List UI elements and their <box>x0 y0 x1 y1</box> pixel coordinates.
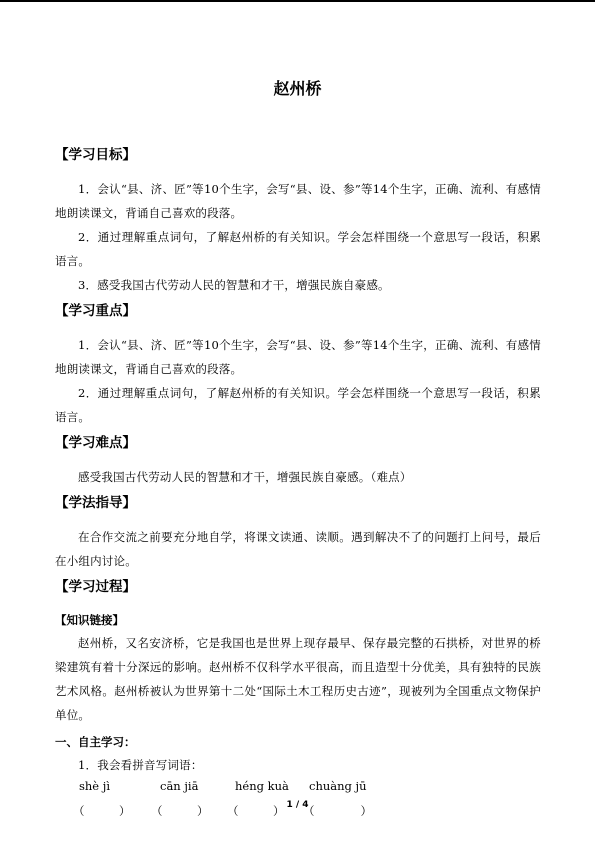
answer-blank-3[interactable]: （ ） <box>227 804 285 818</box>
page-number: 1 / 4 <box>286 800 309 810</box>
key-points-item-2: 2．通过理解重点词句，了解赵州桥的有关知识。学会怎样围绕一个意思写一段话，积累语言。 <box>55 386 541 424</box>
method-text: 在合作交流之前要充分地自学，将课文读通、读顺。遇到解决不了的问题打上问号，最后在小组内讨论。 <box>55 530 541 568</box>
top-border-line <box>0 0 595 2</box>
goals-item-1: 1．会认“县、济、匠”等10个生字，会写“县、设、参”等14个生字，正确、流利、有感情地朗读课文，背诵自己喜欢的段落。 <box>55 182 541 220</box>
page-title: 赵州桥 <box>273 79 322 98</box>
goals-item-2: 2．通过理解重点词句，了解赵州桥的有关知识。学会怎样围绕一个意思写一段话，积累语言。 <box>55 230 541 268</box>
task-1: 1．我会看拼音写词语： <box>78 758 203 772</box>
method-heading: 【学法指导】 <box>55 495 136 511</box>
key-points-heading: 【学习重点】 <box>55 303 136 319</box>
knowledge-link-heading: 【知识链接】 <box>55 613 124 627</box>
answer-blank-4[interactable]: （ ） <box>303 804 372 818</box>
knowledge-link-text: 赵州桥，又名安济桥，它是我国也是世界上现存最早、保存最完整的石拱桥，对世界的桥梁建筑有着十分深远的影响。赵州桥不仅科学水平很高，而且造型十分优美，具有独特的民族艺术风格。赵州桥被认为世界第十二处“国际土木工程历史古迹”，现被列为全国重点文物保护单位。 <box>55 636 541 722</box>
answer-blank-2[interactable]: （ ） <box>151 804 209 818</box>
pinyin-4: chuàng jū <box>309 779 367 793</box>
document-body <box>55 145 541 825</box>
difficulties-heading: 【学习难点】 <box>55 435 136 451</box>
pinyin-2: cān jiā <box>160 779 199 793</box>
goals-item-3: 3．感受我国古代劳动人民的智慧和才干，增强民族自豪感。 <box>78 278 390 292</box>
goals-heading: 【学习目标】 <box>55 147 136 163</box>
self-study-heading: 一、自主学习： <box>55 735 136 749</box>
process-heading: 【学习过程】 <box>55 579 136 595</box>
pinyin-3: héng kuà <box>235 779 289 793</box>
difficulties-text: 感受我国古代劳动人民的智慧和才干，增强民族自豪感。（难点） <box>78 470 412 484</box>
key-points-item-1: 1．会认“县、济、匠”等10个生字，会写“县、设、参”等14个生字，正确、流利、有感情地朗读课文，背诵自己喜欢的段落。 <box>55 338 541 376</box>
pinyin-1: shè jì <box>79 779 111 793</box>
answer-blank-1[interactable]: （ ） <box>73 804 131 818</box>
pinyin-row <box>55 777 541 801</box>
